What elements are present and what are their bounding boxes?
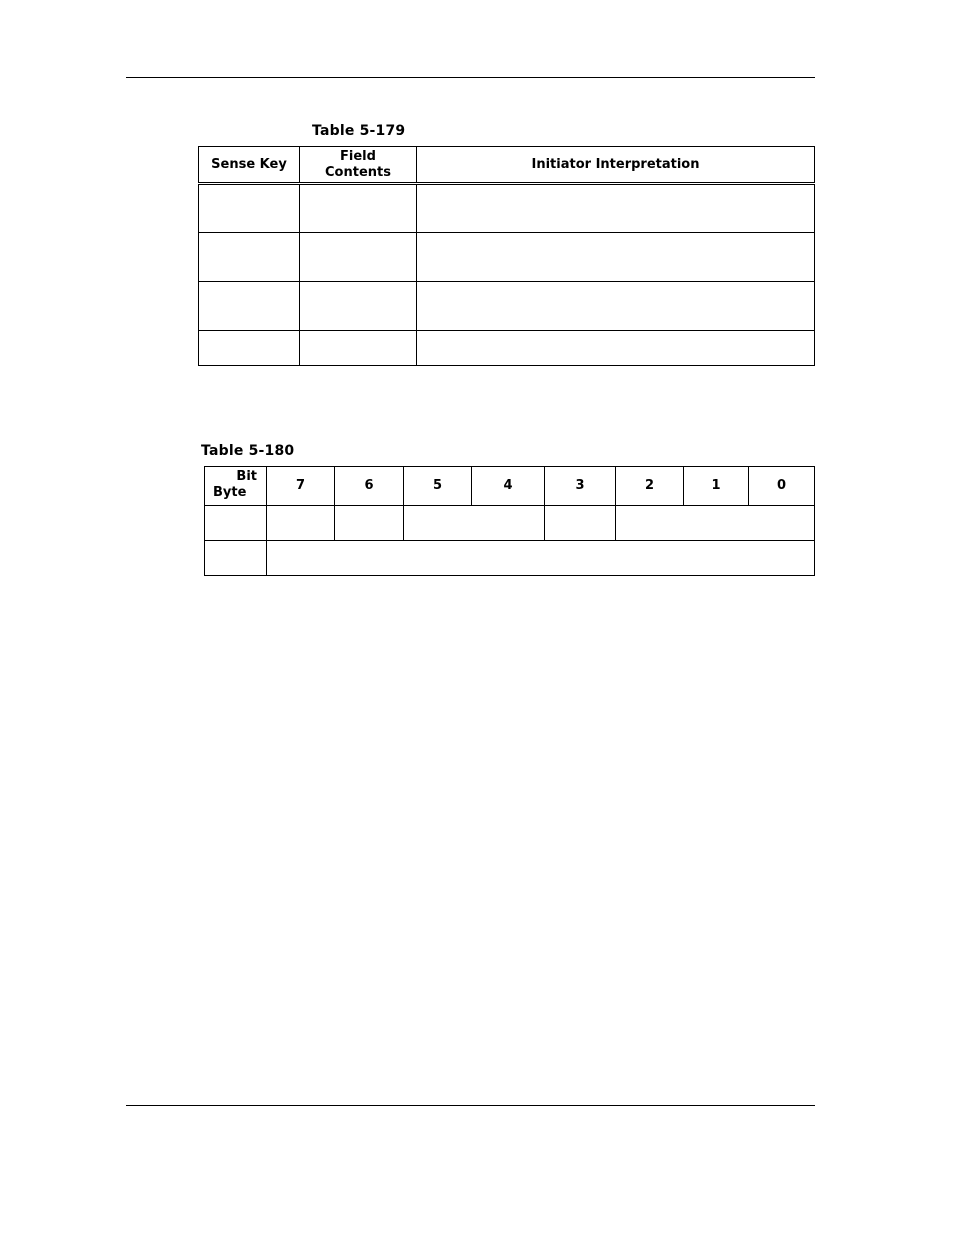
corner-bit-label: Bit <box>236 469 257 484</box>
bit-0-header: 0 <box>749 467 815 506</box>
table-row <box>199 184 815 233</box>
cell-field-contents <box>300 331 417 366</box>
cell-sense-key <box>199 233 300 282</box>
field-cell-bit3 <box>545 506 616 541</box>
table-180 <box>204 466 815 576</box>
field-cell-bits2-0 <box>616 506 815 541</box>
byte-cell <box>205 541 267 576</box>
cell-interpretation <box>417 184 815 233</box>
bit-7-header: 7 <box>267 467 335 506</box>
cell-sense-key <box>199 282 300 331</box>
field-cell-bit7 <box>267 506 335 541</box>
cell-sense-key <box>199 184 300 233</box>
cell-field-contents <box>300 282 417 331</box>
bit-3-header: 3 <box>545 467 616 506</box>
table-180-header-row <box>205 467 815 506</box>
table-row <box>205 506 815 541</box>
field-cell-bits7-0 <box>267 541 815 576</box>
bit-4-header: 4 <box>472 467 545 506</box>
header-field-line2: Contents <box>325 164 391 180</box>
cell-interpretation <box>417 233 815 282</box>
table-row <box>199 331 815 366</box>
bit-byte-corner-cell <box>205 467 267 506</box>
cell-interpretation <box>417 331 815 366</box>
header-field-line1: Field <box>340 148 376 164</box>
bit-5-header: 5 <box>404 467 472 506</box>
table-179 <box>198 146 815 366</box>
table-180-caption: Table 5-180 <box>201 443 295 459</box>
bit-1-header: 1 <box>684 467 749 506</box>
byte-cell <box>205 506 267 541</box>
cell-sense-key <box>199 331 300 366</box>
field-cell-bit6 <box>335 506 404 541</box>
header-rule <box>126 77 815 78</box>
table-179-header-row <box>199 147 815 184</box>
cell-interpretation <box>417 282 815 331</box>
header-sense-key: Sense Key <box>199 147 300 184</box>
bit-6-header: 6 <box>335 467 404 506</box>
header-field-contents <box>300 147 417 184</box>
footer-rule <box>126 1105 815 1106</box>
table-179-caption: Table 5-179 <box>312 123 406 139</box>
cell-field-contents <box>300 233 417 282</box>
field-cell-bits5-4 <box>404 506 545 541</box>
header-initiator-interpretation: Initiator Interpretation <box>417 147 815 184</box>
table-row <box>199 282 815 331</box>
corner-byte-label: Byte <box>213 485 247 500</box>
cell-field-contents <box>300 184 417 233</box>
bit-2-header: 2 <box>616 467 684 506</box>
table-row <box>199 233 815 282</box>
table-row <box>205 541 815 576</box>
